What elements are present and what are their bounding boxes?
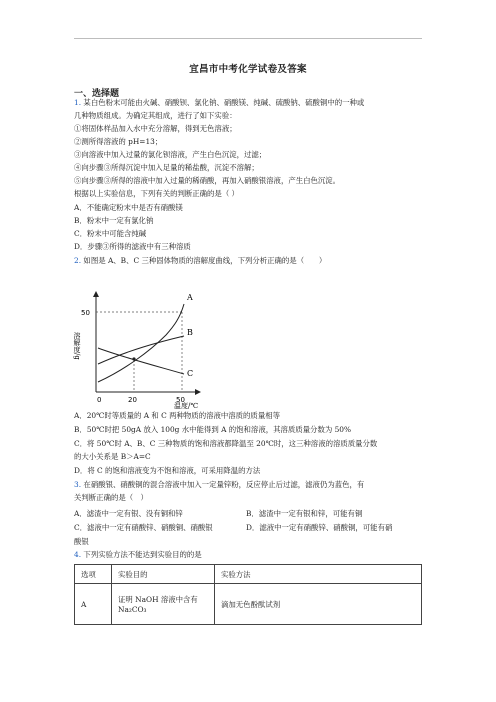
label-b: B (187, 328, 193, 337)
q2-option-d: D．将 C 的饱和溶液变为不饱和溶液，可采用降温的方法 (74, 466, 261, 475)
x-tick-20: 20 (128, 396, 137, 404)
q3-stem-line2: 关判断正确的是（ ） (74, 493, 148, 502)
q2-option-c-cont: 的大小关系是 B＞A=C (74, 452, 151, 461)
q3-option-d-cont: 酸银 (74, 537, 89, 546)
label-c: C (187, 369, 194, 378)
q3-stem-line1: 3. 在硝酸银、硝酸铜的混合溶液中加入一定量锌粉，反应停止后过滤，滤液仍为蓝色，有 (74, 480, 365, 489)
table-header: 选项 (75, 565, 112, 584)
intersection-point (132, 357, 135, 360)
q2-option-c: C．将 50℃时 A、B、C 三种物质的饱和溶液都降温至 20℃时，这三种溶液的溶质质量分数 (74, 439, 378, 448)
q1-prompt: 根据以上实验信息，下列有关的判断正确的是（ ） (74, 189, 239, 198)
q1-number: 1. (74, 98, 82, 107)
table-header: 实验方法 (215, 565, 422, 584)
q4-stem: 4. 下列实验方法不能达到实验目的的是 (74, 550, 202, 559)
q2-option-b: B．50℃时把 50gA 放入 100g 水中能得到 A 的饱和溶液，其溶质质量分数为 50% (74, 425, 351, 434)
q2-stem: 2. 如图是 A、B、C 三种固体物质的溶解度曲线，下列分析正确的是（ ） (74, 256, 327, 265)
q4-table (74, 564, 422, 625)
y-axis-label: 溶解度/g (73, 332, 81, 360)
q1-step-5: ⑤向步骤③所得的溶液中加入过量的稀硝酸，再加入硝酸银溶液，产生白色沉淀。 (74, 176, 341, 185)
page-title: 宜昌市中考化学试卷及答案 (189, 64, 307, 75)
q4-number: 4. (74, 550, 82, 559)
label-a: A (187, 293, 193, 302)
q1-step-3: ③向溶液中加入过量的氯化钡溶液，产生白色沉淀，过滤； (74, 150, 267, 159)
table-header: 实验目的 (112, 565, 215, 584)
q1-option-b: B．粉末中一定有氯化钠 (74, 216, 154, 225)
x-tick-50: 50 (176, 396, 185, 404)
x-axis-label: 温度/℃ (174, 402, 199, 410)
table-cell-option: A (75, 584, 112, 625)
q1-option-d: D．步骤③所得的滤液中有三种溶质 (74, 242, 191, 251)
q1-stem-line2: 几种物质组成。为确定其组成，进行了如下实验： (74, 111, 237, 120)
q3-option-c: C．滤液中一定有硝酸锌、硝酸铜、硝酸银 (74, 523, 213, 532)
purpose-line1: 证明 NaOH 溶液中含有 (118, 595, 198, 604)
q1-option-a: A．不能确定粉末中是否有硝酸镁 (74, 203, 183, 212)
x-origin: 0 (97, 396, 102, 404)
q3-option-b: B．滤渣中一定有银和锌，可能有铜 (246, 509, 363, 518)
q3-option-d: D．滤液中一定有硝酸锌、硝酸铜，可能有硝 (246, 523, 393, 532)
table-cell-method: 滴加无色酚酞试剂 (215, 584, 422, 625)
table-row (75, 584, 422, 625)
section-heading: 一、选择题 (74, 89, 120, 99)
table-header-row (75, 565, 422, 584)
q2-option-a: A．20℃时等质量的 A 和 C 两种物质的溶液中溶质的质量相等 (74, 411, 280, 420)
purpose-line2: Na₂CO₃ (118, 605, 147, 614)
q3-number: 3. (74, 480, 82, 489)
q1-option-c: C．粉末中可能含纯碱 (74, 229, 147, 238)
q1-stem-line1: 1. 某白色粉末可能由火碱、硝酸钡、氯化钠、硝酸镁、纯碱、硫酸钠、硫酸铜中的一种或 (74, 98, 365, 107)
q3-option-a: A．滤渣中一定有银、没有铜和锌 (74, 509, 183, 518)
q2-number: 2. (74, 256, 82, 265)
header-rule (74, 38, 422, 39)
curve-b (98, 336, 184, 364)
y-tick-50: 50 (81, 309, 90, 317)
q1-step-4: ④向步骤③所得沉淀中加入足量的稀盐酸，沉淀不溶解； (74, 163, 259, 172)
solubility-graph (74, 290, 204, 408)
table-cell-purpose (112, 584, 215, 625)
q1-step-2: ②测所得溶液的 pH=13； (74, 137, 163, 146)
q1-step-1: ①将固体样品加入水中充分溶解，得到无色溶液； (74, 124, 237, 133)
curve-c (98, 348, 184, 374)
